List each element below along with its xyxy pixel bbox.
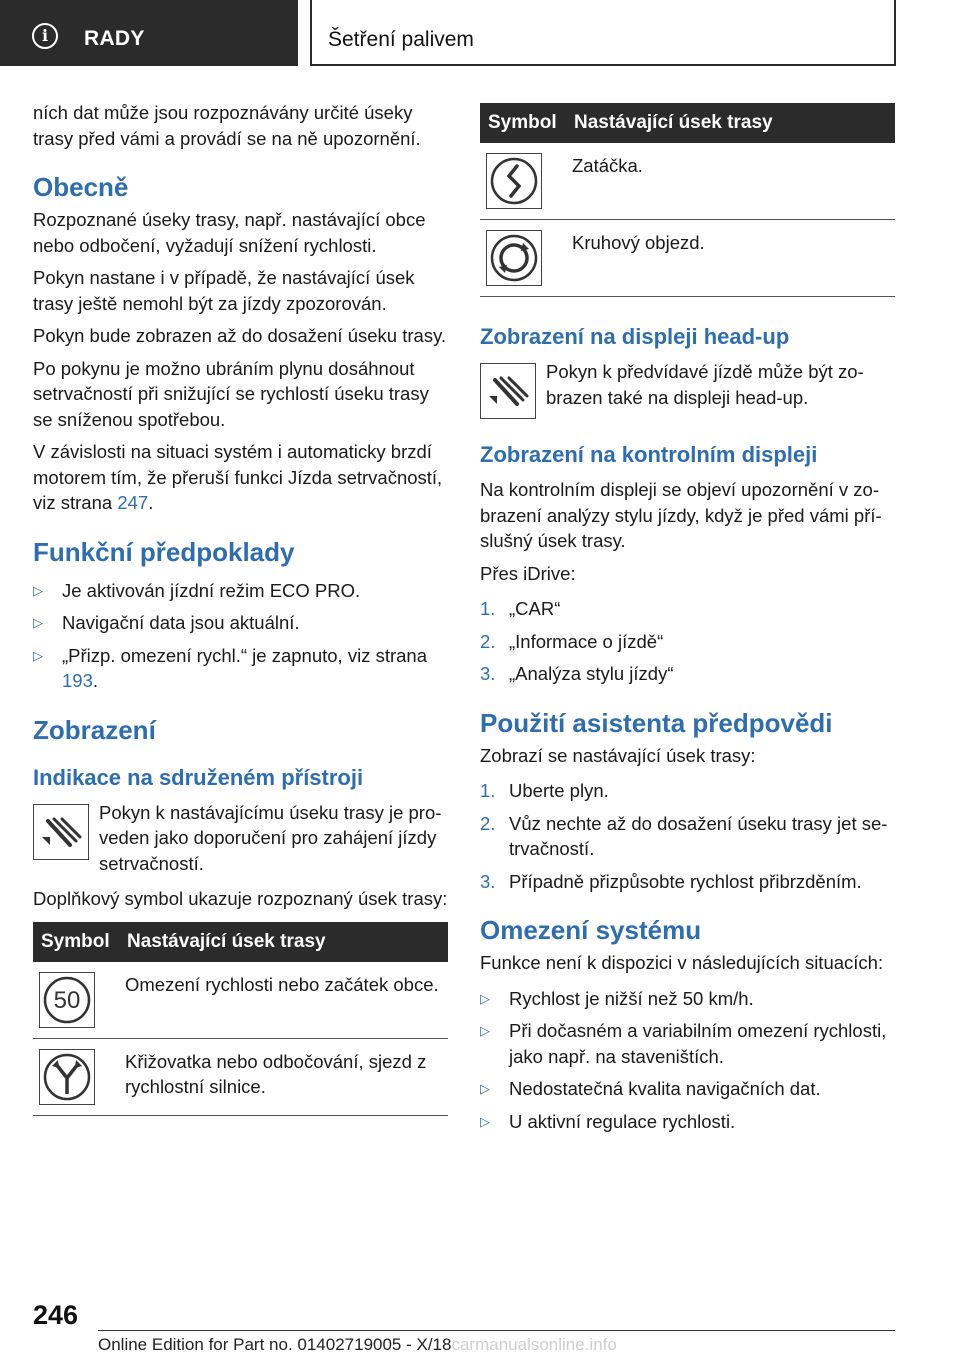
table-header-row xyxy=(480,103,895,143)
list-item xyxy=(33,578,448,604)
hud-text: Pokyn k předvídavé jízdě může být zobrazen také na displeji head-up. xyxy=(546,361,864,408)
heading-use-assistant: Použití asistenta předpovědi xyxy=(480,707,833,738)
table-cell-description: Křižovatka nebo odbočování, sjezd z rychlostní silnice. xyxy=(119,1038,448,1115)
list-item-text: „Přizp. omezení rychl.“ je zapnuto, viz strana xyxy=(62,644,428,666)
list-item xyxy=(480,811,895,862)
paragraph: Pokyn nastane i v případě, že nastávající úsek trasy ještě nemohl být za jízdy zpozorován. xyxy=(33,267,415,314)
coasting-foot-icon xyxy=(33,804,89,860)
triangle-bullet-icon: ▷ xyxy=(480,1081,490,1096)
paragraph xyxy=(33,439,448,516)
heading-system-limits: Omezení systému xyxy=(480,915,702,945)
prerequisites-list xyxy=(33,578,448,694)
footer-divider xyxy=(98,1330,895,1331)
triangle-bullet-icon: ▷ xyxy=(33,647,43,663)
page-link-193[interactable]: 193 xyxy=(62,670,93,691)
table-cell-symbol xyxy=(480,220,566,297)
list-item-text: U aktivní regulace rychlosti. xyxy=(509,1110,736,1132)
speed-limit-sign-text: 50 xyxy=(53,986,81,1014)
step-number: 2. xyxy=(480,630,496,652)
list-item xyxy=(480,1076,895,1102)
header-chapter-box xyxy=(310,0,896,66)
symbol-table-right xyxy=(480,103,895,297)
table-header-row xyxy=(33,922,448,962)
heading-control-display: Zobrazení na kontrolním displeji xyxy=(480,442,818,467)
menu-path-item: „CAR“ xyxy=(509,598,561,619)
list-item xyxy=(33,643,448,694)
triangle-bullet-icon: ▷ xyxy=(480,1023,490,1038)
table-row xyxy=(33,1038,448,1115)
edition-line xyxy=(98,1335,895,1355)
junction-icon xyxy=(39,1049,95,1105)
table-row xyxy=(33,962,448,1039)
symbol-table-left xyxy=(33,922,448,1116)
paragraph-text: V závislosti na situaci systém i automaticky brzdí motorem tím, že přeruší funkci Jízda setrvačností, viz strana xyxy=(33,441,443,513)
step-number: 3. xyxy=(480,870,496,892)
roundabout-icon xyxy=(486,230,542,286)
intro-text: ních dat může jsou rozpoznávány určité úseky trasy před vámi a provádí se na ně upozornění. xyxy=(33,102,421,149)
step-text: Vůz nechte až do dosažení úseku trasy jet setrvačností. xyxy=(509,812,888,859)
header-section-tab xyxy=(0,0,298,66)
heading-general: Obecně xyxy=(33,172,129,202)
table-header-section: Nastávající úsek trasy xyxy=(119,922,448,962)
table-header-symbol: Symbol xyxy=(33,922,119,962)
table-cell-description: Kruhový objezd. xyxy=(566,220,895,297)
list-item xyxy=(33,610,448,636)
table-cell-description: Omezení rychlosti nebo začátek obce. xyxy=(119,962,448,1039)
idrive-text: Přes iDrive: xyxy=(480,562,576,584)
limits-intro-text: Funkce není k dispozici v následujících situacích: xyxy=(480,952,884,973)
heading-hud: Zobrazení na displeji head-up xyxy=(480,324,790,349)
list-item-text: Při dočasném a variabilním omezení rychlosti, jako např. na staveništích. xyxy=(509,1020,887,1067)
heading-display: Zobrazení xyxy=(33,714,156,745)
table-cell-symbol xyxy=(33,1038,119,1115)
list-item xyxy=(480,1018,895,1069)
list-item-text: Rychlost je nižší než 50 km/h. xyxy=(509,987,754,1009)
table-cell-symbol xyxy=(33,962,119,1039)
paragraph: Pokyn bude zobrazen až do dosažení úseku trasy. xyxy=(33,325,447,346)
chapter-title: Šetření palivem xyxy=(328,28,474,51)
list-item xyxy=(480,629,895,655)
cluster-indicator-row xyxy=(33,800,448,877)
speed-limit-icon xyxy=(39,972,95,1028)
step-text: Případně přizpůsobte rychlost přibrzděním. xyxy=(509,870,862,892)
limits-list xyxy=(480,986,895,1135)
paragraph: Po pokynu je možno ubráním plynu dosáhnout setrvačností při snižující se rychlostí úseku trasy se sníženou spotřebou. xyxy=(33,357,429,430)
left-column xyxy=(33,100,448,1116)
table-header-symbol: Symbol xyxy=(480,103,566,143)
table-row xyxy=(480,220,895,297)
list-item-text: Navigační data jsou aktuální. xyxy=(62,612,300,633)
list-item xyxy=(480,661,895,687)
cluster-indicator-text: Pokyn k nastávajícímu úseku trasy je proveden jako doporučení pro zahájení jízdy setrvačností. xyxy=(99,801,442,874)
step-text: Uberte plyn. xyxy=(509,780,609,801)
triangle-bullet-icon: ▷ xyxy=(480,1113,490,1129)
list-item xyxy=(480,986,895,1012)
table-cell-description: Zatáčka. xyxy=(566,143,895,220)
step-number: 1. xyxy=(480,780,496,801)
table-header-section: Nastávající úsek trasy xyxy=(566,103,895,143)
extra-symbol-text: Doplňkový symbol ukazuje rozpoznaný úsek trasy: xyxy=(33,888,448,909)
right-column xyxy=(480,103,895,1141)
page-number: 246 xyxy=(33,1300,79,1330)
paragraph: Rozpoznané úseky trasy, např. nastávající obce nebo odbočení, vyžadují snížení rychlosti. xyxy=(33,209,426,256)
triangle-bullet-icon: ▷ xyxy=(33,615,43,630)
step-number: 3. xyxy=(480,663,496,684)
punctuation: . xyxy=(148,492,154,513)
heading-prerequisites: Funkční předpoklady xyxy=(33,536,295,567)
hud-indicator-row xyxy=(480,359,895,419)
curve-icon xyxy=(486,153,542,209)
coasting-foot-icon xyxy=(480,363,536,419)
watermark: carmanualsonline.info xyxy=(451,1335,617,1354)
table-row xyxy=(480,143,895,220)
step-number: 1. xyxy=(480,598,496,619)
page-link-247[interactable]: 247 xyxy=(117,492,149,513)
list-item xyxy=(480,869,895,895)
menu-path-item: „Informace o jízdě“ xyxy=(509,630,664,652)
list-item xyxy=(480,1109,895,1135)
menu-path-item: „Analýza stylu jízdy“ xyxy=(509,663,674,684)
header-section-label: RADY xyxy=(84,27,145,50)
triangle-bullet-icon: ▷ xyxy=(480,990,490,1006)
list-item xyxy=(480,778,895,804)
step-number: 2. xyxy=(480,812,496,834)
punctuation: . xyxy=(92,670,99,691)
table-cell-symbol xyxy=(480,143,566,220)
list-item xyxy=(480,596,895,622)
list-item-text: Je aktivován jízdní režim ECO PRO. xyxy=(62,579,361,601)
idrive-steps xyxy=(480,596,895,687)
triangle-bullet-icon: ▷ xyxy=(33,582,43,598)
list-item-text: Nedostatečná kvalita navigačních dat. xyxy=(509,1078,821,1099)
info-icon: i xyxy=(32,23,58,49)
control-display-text: Na kontrolním displeji se objeví upozornění v zobrazení analýzy stylu jízdy, když je před vámi příslušný úsek trasy. xyxy=(480,479,882,551)
use-steps xyxy=(480,778,895,894)
edition-text: Online Edition for Part no. 01402719005 - X/18 xyxy=(98,1335,452,1354)
use-intro-text: Zobrazí se nastávající úsek trasy: xyxy=(480,744,756,766)
heading-cluster: Indikace na sdruženém přístroji xyxy=(33,764,364,790)
